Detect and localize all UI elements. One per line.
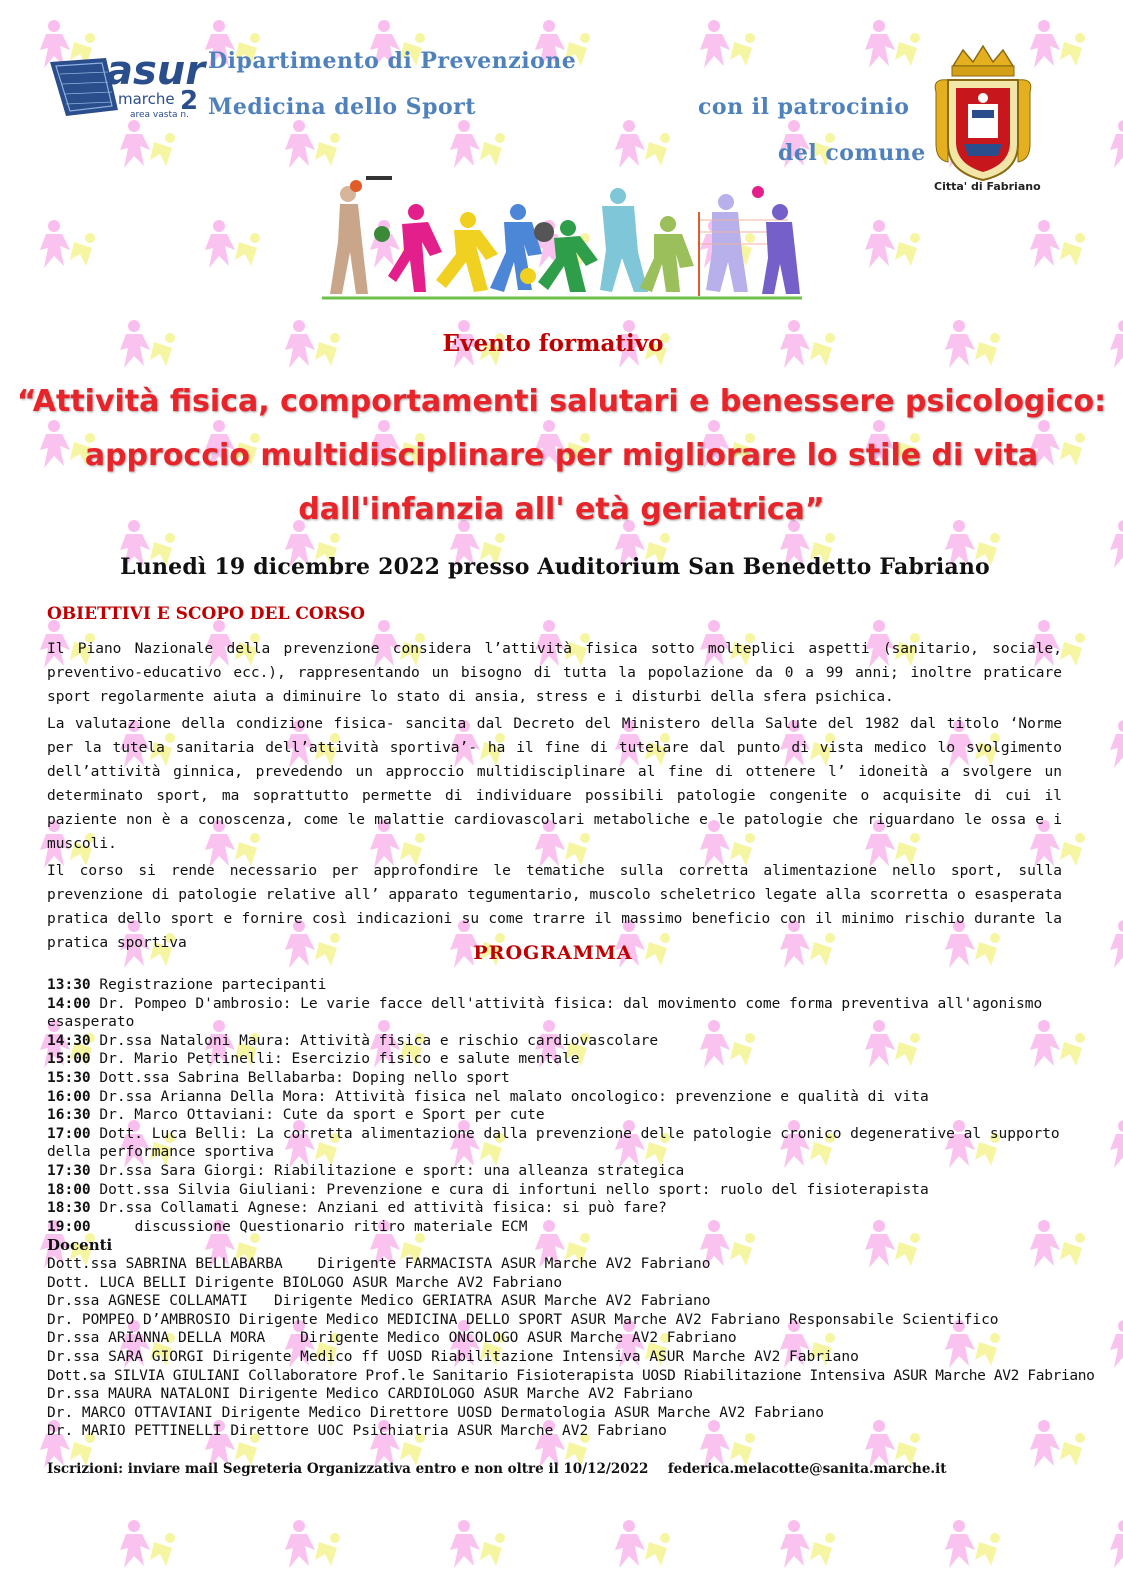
program-item: [47, 1125, 1062, 1162]
background-figure: [1110, 1520, 1123, 1568]
program-text: Registrazione partecipanti: [99, 977, 327, 993]
patronage-line1: con il patrocinio: [698, 94, 910, 120]
background-figure: [205, 220, 260, 268]
faculty-item: Dr. POMPEO D’AMBROSIO Dirigente Medico MEDICINA DELLO SPORT ASUR Marche AV2 Fabriano Responsabile Scientifico: [47, 1311, 999, 1328]
background-figure: [1030, 220, 1085, 268]
crest-caption: Citta' di Fabriano: [934, 180, 1041, 193]
background-figure: [1110, 520, 1123, 568]
program-time: 19:00: [47, 1218, 91, 1235]
program-heading: PROGRAMMA: [473, 942, 633, 964]
program-text: Dr.ssa Sara Giorgi: Riabilitazione e sport: una alleanza strategica: [99, 1162, 685, 1179]
background-figure: [120, 120, 175, 168]
background-figure: [865, 20, 920, 68]
background-figure: [615, 120, 670, 168]
fabriano-crest: [928, 44, 1041, 194]
spiker-figure: [762, 204, 800, 294]
program-time: 16:00: [47, 1088, 91, 1105]
crest-icon: [928, 44, 1038, 184]
background-figure: [450, 1520, 505, 1568]
event-title-line1: “Attività fisica, comportamenti salutari e benessere psicologico:: [16, 384, 1107, 419]
program-time: 17:00: [47, 1125, 91, 1142]
background-figure: [285, 1520, 340, 1568]
program-text: Dr. Pompeo D'ambrosio: Le varie facce dell'attività fisica: dal movimento come forma preventiva all'agonismo esasperato: [47, 995, 1043, 1031]
program-time: 15:00: [47, 1051, 91, 1068]
background-figure: [700, 20, 755, 68]
background-figure: [1030, 20, 1085, 68]
sports-silhouettes-illustration: [318, 172, 808, 304]
program-time: 14:00: [47, 995, 91, 1012]
faculty-item: Dr.ssa MAURA NATALONI Dirigente Medico CARDIOLOGO ASUR Marche AV2 Fabriano: [47, 1386, 694, 1403]
objectives-paragraph: Il corso si rende necessario per approfondire le tematiche sulla corretta alimentazione nello sport, sulla prevenzione di patologie relative all’ apparato tegumentario, muscolo scheletrico legate alla scorretta o esasperata pratica dello sport e fornire così indicazioni su come trarre il massimo beneficio con il minimo rischio durante la pratica sportiva: [47, 863, 1062, 951]
faculty-item: Dott.sa SILVIA GIULIANI Collaboratore Prof.le Sanitario Fisioterapista UOSD Riabilitazione Intensiva ASUR Marche AV2 Fabriano: [47, 1367, 1095, 1384]
program-item: [47, 1050, 1062, 1069]
program-text: Dr. Mario Pettinelli: Esercizio fisico e salute mentale: [99, 1051, 580, 1068]
faculty-item: Dr. MARIO PETTINELLI Direttore UOC Psichiatria ASUR Marche AV2 Fabriano: [47, 1423, 667, 1440]
objectives-paragraph: La valutazione della condizione fisica- sancita dal Decreto del Ministero della Salute del 1982 dal titolo ‘Norme per la tutela sanitaria dell’attività sportiva’- ha il fine di tutelare dal punto di vista medico lo svolgimento dell’attività ginnica, prevedendo un approccio multidisciplinare al fine di ottenere l’ idoneità a svolgere un determinato sport, ma soprattutto permette di individuare possibili patologie congenite o acquisite di cui il paziente non è a conoscenza, come le malattie cardiovascolari metaboliche e le patologie che riguardano le ossa e i muscoli.: [47, 716, 1062, 852]
department-subtitle: Medicina dello Sport: [208, 94, 476, 120]
background-figure: [450, 120, 505, 168]
background-figure: [120, 1520, 175, 1568]
background-figure: [615, 1520, 670, 1568]
program-text: Dr.ssa Arianna Della Mora: Attività fisica nel malato oncologico: prevenzione e qualità di vita: [99, 1088, 929, 1105]
asur-logo-sub: marche: [118, 90, 175, 108]
event-title-line3: dall'infanzia all' età geriatrica”: [298, 492, 825, 527]
faculty-heading: Docenti: [47, 1236, 113, 1254]
program-time: 17:30: [47, 1162, 91, 1179]
faculty-item: Dott.ssa SABRINA BELLABARBA Dirigente FARMACISTA ASUR Marche AV2 Fabriano: [47, 1256, 711, 1272]
program-item: [47, 1069, 1062, 1088]
background-figure: [945, 1520, 1000, 1568]
asur-logo-area: area vasta n.: [130, 110, 189, 120]
program-text: Dr.ssa Collamati Agnese: Anziani ed attività fisica: si può fare?: [99, 1200, 667, 1217]
program-item: [47, 1218, 1062, 1237]
asur-logo-text: asur: [106, 48, 206, 94]
registration-info: [47, 1461, 1087, 1477]
program-item: [47, 1162, 1062, 1181]
program-text: Dott. Luca Belli: La corretta alimentazione dalla prevenzione delle patologie cronico degenerative al supporto della performance sportiva: [47, 1125, 1060, 1161]
program-time: 18:30: [47, 1200, 91, 1217]
program-time: 15:30: [47, 1069, 91, 1086]
program-item: [47, 1199, 1062, 1218]
registration-text: Iscrizioni: inviare mail Segreteria Organizzativa entro e non oltre il 10/12/2022: [47, 1461, 649, 1477]
program-item: [47, 1181, 1062, 1200]
faculty-item: Dr.ssa ARIANNA DELLA MORA Dirigente Medico ONCOLOGO ASUR Marche AV2 Fabriano: [47, 1330, 737, 1347]
faculty-list: [47, 1255, 1095, 1441]
background-figure: [1110, 720, 1123, 768]
program-item: [47, 1106, 1062, 1125]
program-time: 14:30: [47, 1032, 91, 1049]
asur-logo: [48, 48, 206, 124]
faculty-item: Dr.ssa SARA GIORGI Dirigente Medico ff UOSD Riabilitazione Intensiva ASUR Marche AV2 Fabriano: [47, 1348, 859, 1365]
background-figure: [1110, 920, 1123, 968]
program-text: Dr.ssa Nataloni Maura: Attività fisica e rischio cardiovascolare: [99, 1032, 659, 1049]
program-text: Dr. Marco Ottaviani: Cute da sport e Sport per cute: [99, 1107, 545, 1124]
background-figure: [1110, 120, 1123, 168]
tennis-player-figure: [374, 204, 442, 292]
event-kicker: Evento formativo: [442, 330, 664, 357]
department-title: Dipartimento di Prevenzione: [208, 48, 577, 74]
objectives-body: [47, 637, 1062, 955]
rugby-player-figure: [534, 220, 598, 292]
faculty-item: Dr. MARCO OTTAVIANI Dirigente Medico Direttore UOSD Dermatologia ASUR Marche AV2 Fabriano: [47, 1404, 824, 1421]
program-item: [47, 1088, 1062, 1107]
program-item: [47, 976, 1062, 995]
runner-figure: [436, 212, 498, 292]
background-figure: [780, 1520, 835, 1568]
faculty-item: Dott. LUCA BELLI Dirigente BIOLOGO ASUR Marche AV2 Fabriano: [47, 1274, 563, 1291]
program-text: Dott.ssa Silvia Giuliani: Prevenzione e cura di infortuni nello sport: ruolo del fisioterapista: [99, 1181, 929, 1198]
background-figure: [1110, 1320, 1123, 1368]
athlete-figure: [640, 216, 694, 292]
background-figure: [1110, 320, 1123, 368]
program-item: [47, 995, 1062, 1032]
background-figure: [865, 220, 920, 268]
background-figure: [40, 220, 95, 268]
program-list: [47, 976, 1062, 1236]
background-figure: [285, 120, 340, 168]
program-time: 13:30: [47, 977, 91, 993]
program-item: [47, 1032, 1062, 1051]
program-time: 18:00: [47, 1181, 91, 1198]
asur-logo-num: 2: [180, 86, 199, 116]
faculty-item: Dr.ssa AGNESE COLLAMATI Dirigente Medico GERIATRA ASUR Marche AV2 Fabriano: [47, 1293, 711, 1310]
event-date-place: Lunedì 19 dicembre 2022 presso Auditorium San Benedetto Fabriano: [120, 554, 990, 580]
registration-email[interactable]: federica.melacotte@sanita.marche.it: [667, 1461, 947, 1477]
soccer-player-figure: [490, 204, 542, 292]
program-text: Dott.ssa Sabrina Bellabarba: Doping nello sport: [99, 1069, 510, 1086]
program-time: 16:30: [47, 1107, 91, 1124]
background-figure: [1110, 1120, 1123, 1168]
objectives-heading: OBIETTIVI E SCOPO DEL CORSO: [47, 604, 365, 624]
patronage-line2: del comune: [778, 140, 926, 166]
program-text: discussione Questionario ritiro materiale ECM: [134, 1218, 528, 1235]
objectives-paragraph: Il Piano Nazionale della prevenzione considera l’attività fisica sotto molteplici aspetti (sanitario, sociale, preventivo-educativo ecc.), rappresentando un bisogno di tutta la popolazione da 0 a 99 anni; inoltre praticare sport regolarmente aiuta a diminuire lo stato di ansia, stress e i disturbi della sfera psichica.: [47, 641, 1062, 705]
jumper-figure: [600, 188, 648, 292]
event-title-line2: approccio multidisciplinare per migliorare lo stile di vita: [84, 438, 1039, 473]
